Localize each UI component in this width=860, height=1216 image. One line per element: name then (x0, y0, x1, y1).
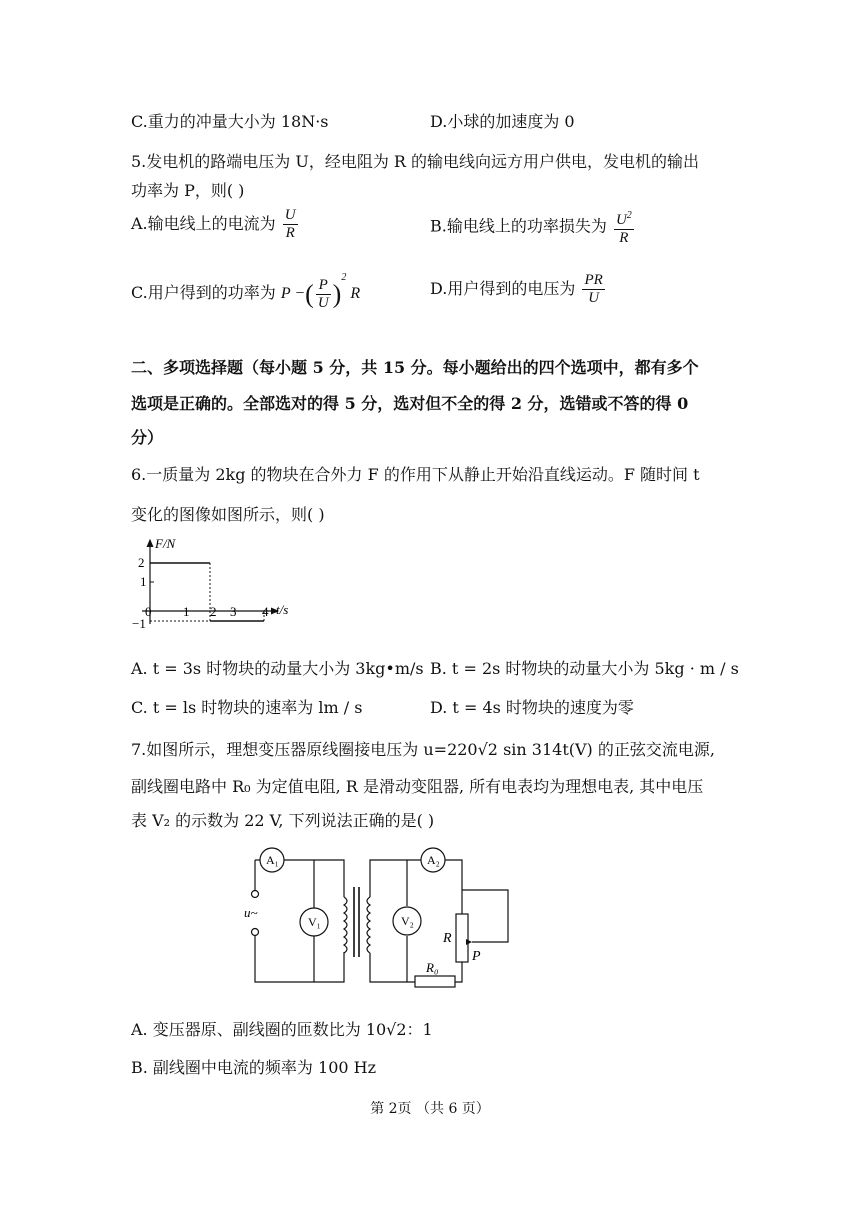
q6-option-a: A. t = 3s 时物块的动量大小为 3kg•m/s (131, 659, 424, 678)
q5-option-c (131, 268, 360, 312)
q7-option-b: B. 副线圈中电流的频率为 100 Hz (131, 1058, 377, 1077)
secondary-coil (367, 897, 370, 953)
graph-y-tick-2: 2 (138, 555, 145, 570)
q5-option-b (430, 207, 636, 247)
graph-x-tick-3: 3 (230, 604, 237, 619)
source-terminal-bottom (252, 929, 259, 936)
r-bottom-wire (455, 962, 462, 982)
r-top-wire (445, 860, 462, 914)
transformer-circuit-diagram (240, 842, 530, 992)
q5-option-a-text: A.输电线上的电流为 (131, 214, 276, 233)
voltmeter-v2-label: V₂ (401, 914, 414, 928)
q7-option-a: A. 变压器原、副线圈的匝数比为 10√2：1 (131, 1020, 433, 1039)
source-label: u~ (244, 905, 258, 920)
q6-stem-line-1: 6.一质量为 2kg 的物块在合外力 F 的作用下从静止开始沿直线运动。F 随时间 t (131, 465, 700, 484)
graph-x-label: t/s (276, 602, 289, 617)
slider-wire (462, 890, 508, 942)
graph-x-tick-4: 4 (262, 604, 269, 619)
q6-option-c: C. t = ls 时物块的速率为 lm / s (131, 698, 363, 717)
secondary-top-wire (370, 860, 421, 897)
force-time-graph (128, 534, 308, 634)
q7-stem-line-3: 表 V₂ 的示数为 22 V, 下列说法正确的是( ) (131, 811, 435, 830)
section2-heading-line-2: 选项是正确的。全部选对的得 5 分，选对但不全的得 2 分，选错或不答的得 0 (131, 394, 689, 413)
fraction-pr-over-u: $\frac{PR}{U}$ (584, 272, 603, 306)
q6-stem-line-2: 变化的图像如图所示，则( ) (131, 505, 325, 524)
q7-stem-line-2: 副线圈电路中 R₀ 为定值电阻, R 是滑动变阻器, 所有电表均为理想电表, 其中电压 (131, 777, 704, 796)
graph-x-tick-1: 1 (183, 604, 190, 619)
q4-option-d: D.小球的加速度为 0 (430, 112, 575, 131)
section2-heading-line-1: 二、多项选择题（每小题 5 分，共 15 分。每小题给出的四个选项中，都有多个 (131, 358, 699, 377)
slider-arrow-icon (466, 939, 472, 945)
primary-coil (344, 897, 347, 953)
rheostat-label: R (443, 931, 452, 946)
graph-y-tick-1: 1 (140, 574, 147, 589)
q5-option-d-text: D.用户得到的电压为 (430, 279, 576, 298)
q5-option-a (131, 207, 300, 242)
q5-option-b-text: B.输电线上的功率损失为 (430, 216, 607, 236)
graph-y-tick-minus-1: −1 (132, 616, 146, 631)
section2-heading-line-3: 分） (131, 428, 164, 447)
q5-option-d (430, 272, 607, 307)
q5-stem-line-2: 功率为 P，则( ) (131, 181, 245, 200)
q7-stem-line-1: 7.如图所示，理想变压器原线圈接电压为 u=220√2 sin 314t(V) 的正弦交流电源, (131, 740, 715, 759)
ammeter-a2-label: A₂ (427, 853, 440, 867)
q6-option-d: D. t = 4s 时物块的速度为零 (430, 698, 634, 717)
resistor-r0 (415, 976, 455, 987)
slider-label: P (472, 949, 481, 964)
source-terminal-top (252, 891, 259, 898)
graph-x-tick-2: 2 (210, 604, 217, 619)
secondary-bottom-wire (370, 953, 415, 982)
fraction-u2-over-r: $\frac{U^2}{R}$ (614, 207, 634, 247)
formula-p-minus-p-over-u-squared-r: P −( $\frac{P}{U}$ )$^2$ R (280, 272, 361, 311)
q5-option-c-text: C.用户得到的功率为 (131, 283, 276, 302)
page-footer: 第 2页 （共 6 页） (370, 1101, 490, 1117)
rheostat-r (456, 914, 468, 962)
ammeter-a1-label: A₁ (266, 853, 279, 867)
q5-stem-line-1: 5.发电机的路端电压为 U，经电阻为 R 的输电线向远方用户供电，发电机的输出 (131, 152, 700, 171)
graph-origin-label: 0 (145, 604, 152, 619)
fraction-u-over-r: $\frac{U}{R}$ (284, 207, 296, 241)
graph-y-label: F/N (155, 536, 176, 551)
q4-option-c: C.重力的冲量大小为 18N·s (131, 112, 329, 131)
primary-bottom-wire (255, 936, 344, 982)
q6-option-b: B. t = 2s 时物块的动量大小为 5kg · m / s (430, 659, 739, 678)
resistor-r0-label: R₀ (426, 960, 439, 975)
voltmeter-v1-label: V₁ (308, 915, 321, 929)
